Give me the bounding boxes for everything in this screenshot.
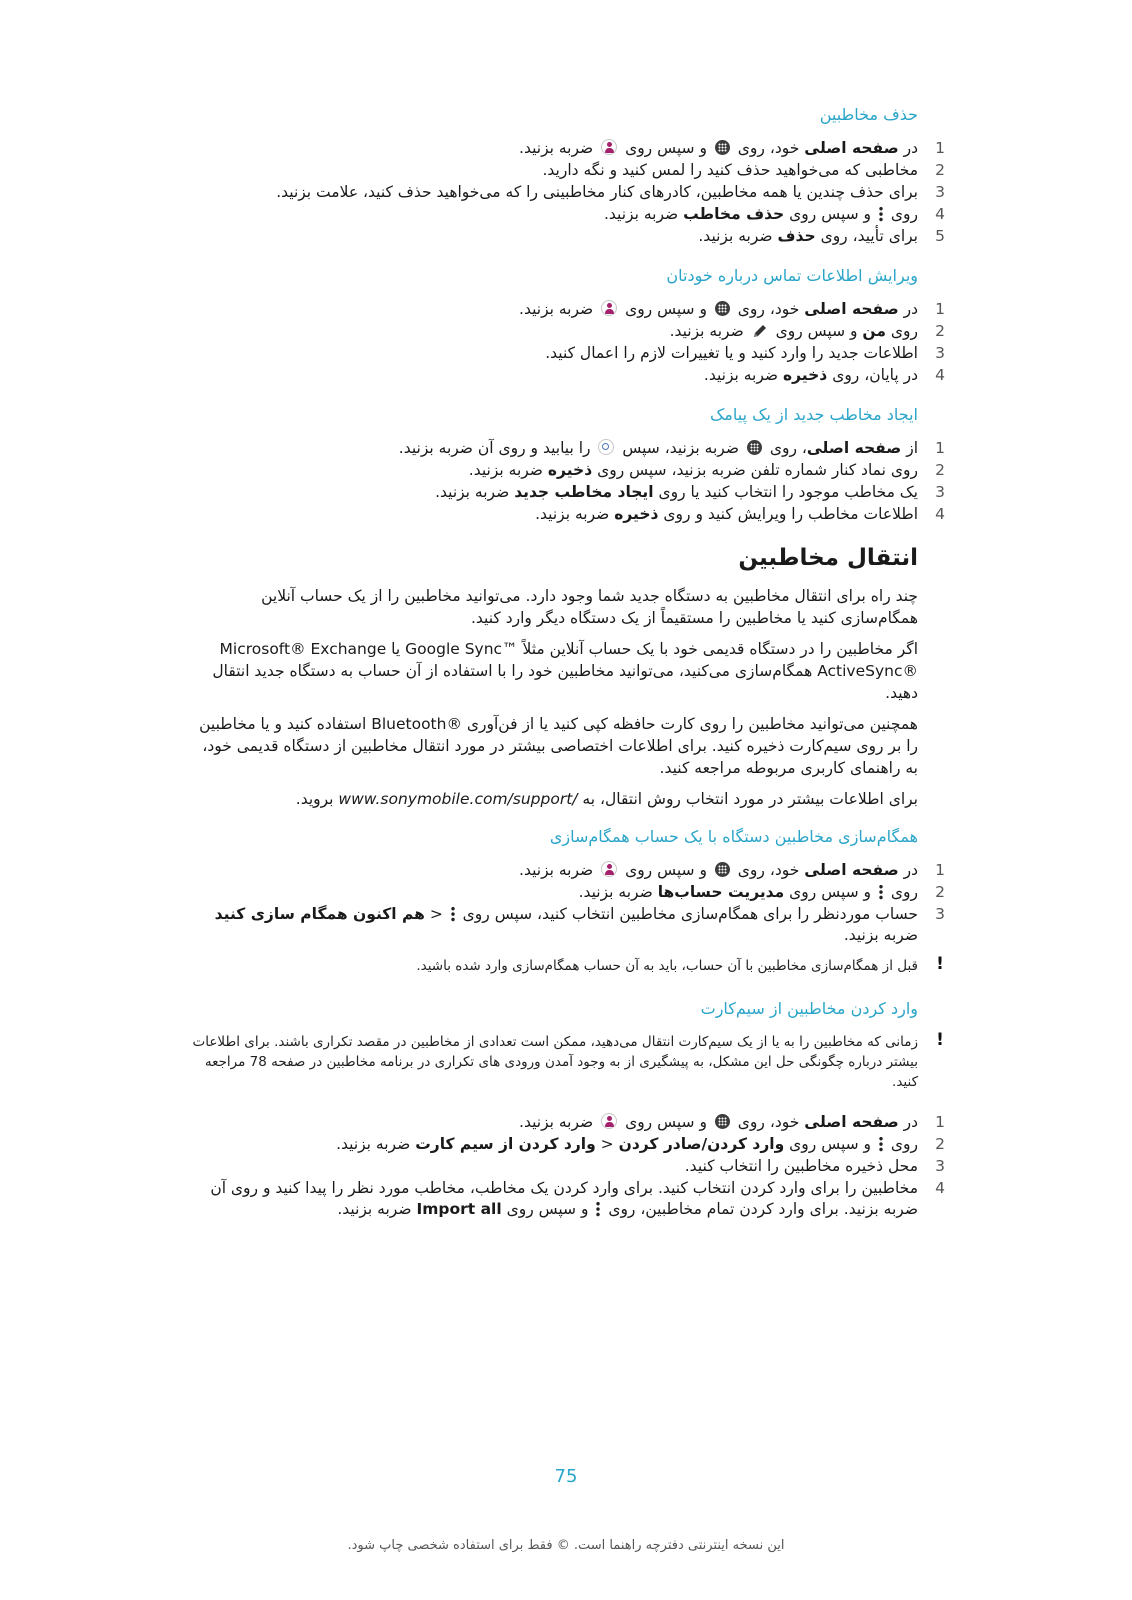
contacts-icon [601,1113,617,1129]
apps-icon [715,301,730,316]
note-text: قبل از همگام‌سازی مخاطبین با آن حساب، باید به آن حساب همگام‌سازی وارد شده باشید. [416,958,918,974]
note [190,954,944,976]
more-menu-icon [596,1201,600,1217]
more-menu-icon [879,1136,883,1152]
step-text: ضربه بزنید. [468,461,548,479]
paragraph-text: اگر مخاطبین را در دستگاه قدیمی خود با یک حساب آنلاین مثلاً [517,640,918,658]
step-text: ضربه بزنید. [519,300,599,318]
paragraph-text: برای اطلاعات بیشتر در مورد انتخاب روش انتقال، به [577,790,918,808]
step-text: و سپس روی [620,300,712,318]
step-bold-text: صفحه اصلی [806,439,902,457]
step-text: روی [885,322,918,340]
step [190,182,945,203]
steps-edit-own-info [190,299,945,386]
step-text: و سپس روی [784,205,876,223]
note-text: زمانی که مخاطبین را به یا از یک سیم‌کارت انتقال می‌دهید، ممکن است تعدادی از مخاطبین در مقصد تکراری باشند. برای اطلاعات بیشتر درباره چگونگی حل این مشکل، به پیشگیری از به وجود آمدن ورودی های تکراری در برنامه مخاطبین در صفحه 78 مراجعه کنید. [192,1034,918,1090]
step-text: ضربه بزنید. [669,322,749,340]
step-bold-text: صفحه اصلی [804,1113,899,1131]
step-bold-text: حذف مخاطب [683,205,785,223]
step-text: حساب موردنظر را برای همگام‌سازی مخاطبین انتخاب کنید، سپس روی [457,905,918,923]
note [190,1030,944,1092]
step [190,1134,945,1155]
step-bold-text: من [862,322,886,340]
step-text: را بیابید و روی آن ضربه بزنید. [398,439,596,457]
step-number: 4 [935,505,945,523]
subheading-edit-own-info: ویرایش اطلاعات تماس درباره خودتان [666,266,918,285]
step-bold-text: صفحه اصلی [804,300,899,318]
step-text: روی [885,205,918,223]
step-text: ، روی [764,439,807,457]
step-number: 2 [935,1135,945,1153]
step-number: 4 [935,205,945,223]
paragraph-text: Google Sync™ [405,640,518,658]
step-bold-text: وارد کردن از سیم کارت [415,1135,596,1153]
step [190,365,945,386]
step-number: 1 [935,139,945,157]
subheading-import-from-sim: وارد کردن مخاطبین از سیم‌کارت [700,999,918,1018]
step-text: < [424,905,448,923]
heading-transfer-contacts: انتقال مخاطبین [738,545,918,571]
step-number: 1 [935,1113,945,1131]
step-text: خود، روی [732,139,805,157]
step-bold-text: Import all [416,1200,502,1218]
paragraph-text: همگام‌سازی می‌کنید، می‌توانید مخاطبین خود را با استفاده از آن حساب به دستگاه جدید انتقال دهید. [212,662,918,702]
contacts-icon [601,861,617,877]
step-number: 1 [935,439,945,457]
step [190,138,945,159]
step [190,299,945,320]
step-text: و سپس روی [620,1113,712,1131]
exclamation-icon: ! [936,1030,944,1050]
step [190,226,945,247]
step-text: برای حذف چندین یا همه مخاطبین، کادرهای کنار مخاطبینی را که می‌خواهید حذف کنید، علامت بزنید. [276,183,918,201]
step-number: 3 [935,344,945,362]
paragraph-text: یا [386,640,406,658]
contacts-icon [601,139,617,155]
step-number: 2 [935,322,945,340]
step-number: 3 [935,183,945,201]
step-number: 2 [935,883,945,901]
page-number: 75 [554,1466,578,1487]
step-text: یک مخاطب موجود را انتخاب کنید یا روی [653,483,918,501]
footer-notice: این نسخه اینترنتی دفترچه راهنما است. © فقط برای استفاده شخصی چاپ شود. [347,1538,785,1553]
paragraph: چند راه برای انتقال مخاطبین به دستگاه جدید شما وجود دارد. می‌توانید مخاطبین را از یک حساب آنلاین همگام‌سازی کنید یا مخاطبین را مستقیماً از یک دستگاه دیگر وارد کنید. [261,587,918,627]
messaging-app-icon [598,439,614,455]
steps-sync-contacts [190,860,945,946]
step [190,321,945,342]
step [190,460,945,481]
more-menu-icon [879,884,883,900]
step-number: 1 [935,300,945,318]
step-bold-text: مدیریت حساب‌ها [657,883,785,901]
step-bold-text: وارد کردن/صادر کردن [618,1135,785,1153]
step-text: ضربه بزنید. [519,861,599,879]
step-text: ضربه بزنید. [519,139,599,157]
step-bold-text: ایجاد مخاطب جدید [514,483,654,501]
step-text: در [898,1113,918,1131]
contacts-icon [601,300,617,316]
step-text: ضربه بزنید. [698,227,778,245]
step-text: خود، روی [732,1113,805,1131]
paragraph-text: Microsoft® Exchange ActiveSync® [219,640,918,680]
apps-icon [715,862,730,877]
page-content [190,104,945,1238]
step-number: 4 [935,366,945,384]
step-bold-text: صفحه اصلی [804,139,899,157]
step [190,860,945,881]
step-bold-text: هم اکنون همگام سازی کنید [214,905,425,923]
paragraph [190,788,918,810]
step [190,1178,945,1220]
step-text: ضربه بزنید. [336,1135,416,1153]
steps-delete-contacts [190,138,945,247]
step-text: ضربه بزنید، سپس [617,439,744,457]
exclamation-icon: ! [936,954,944,974]
step-text: مخاطبی که می‌خواهید حذف کنید را لمس کنید و نگه دارید. [542,161,918,179]
step-text: از [901,439,918,457]
step [190,1112,945,1133]
step-text: ضربه بزنید. [843,926,918,944]
subheading-new-contact-from-sms: ایجاد مخاطب جدید از یک پیامک [709,405,918,424]
step-text: در پایان، روی [827,366,918,384]
step-number: 3 [935,1157,945,1175]
step-text: ضربه بزنید. [337,1200,417,1218]
more-menu-icon [451,906,455,922]
paragraph [190,638,918,704]
step-text: ضربه بزنید. [603,205,684,223]
step-number: 2 [935,161,945,179]
step [190,504,945,525]
step-text: ضربه بزنید. [578,883,658,901]
apps-icon [715,1114,730,1129]
step [190,882,945,903]
step-text: ضربه بزنید. [435,483,515,501]
steps-import-from-sim [190,1112,945,1220]
step-bold-text: ذخیره [547,461,593,479]
step-text: و سپس روی [620,139,712,157]
more-menu-icon [879,206,883,222]
step-text: در [898,300,918,318]
paragraph-text: استفاده کنید و یا مخاطبین را بر روی سیم‌کارت ذخیره کنید. برای اطلاعات اختصاصی بیشتر در مورد انتقال مخاطبین از دستگاه قدیمی خود، به راهنمای کاربری مربوطه مراجعه کنید. [199,715,918,777]
step [190,343,945,364]
step-text: روی [885,1135,918,1153]
step-text: مخاطبین را برای وارد کردن انتخاب کنید. برای وارد کردن یک مخاطب، مخاطب مورد نظر را پیدا کنید و روی آن ضربه بزنید. برای وارد کردن تمام مخاطبین، روی [210,1179,918,1218]
step [190,1156,945,1177]
step [190,438,945,459]
step [190,904,945,946]
step-bold-text: ذخیره [783,366,828,384]
step [190,482,945,503]
subheading-delete-contacts: حذف مخاطبین [819,105,918,124]
edit-pencil-icon [752,323,768,339]
apps-icon [747,440,762,455]
step-text: و سپس روی [784,883,876,901]
steps-new-contact-from-sms [190,438,945,525]
step-text: و سپس روی [501,1200,594,1218]
step-text: و سپس روی [770,322,863,340]
subheading-sync-contacts: همگام‌سازی مخاطبین دستگاه با یک حساب همگام‌سازی [549,827,918,846]
step-text: خود، روی [732,861,805,879]
step-text: < [595,1135,619,1153]
step-text: در [898,139,918,157]
step-text: ضربه بزنید. [703,366,784,384]
paragraph-text: همچنین می‌توانید مخاطبین را روی کارت حافظه کپی کنید یا از فن‌آوری [461,715,918,733]
paragraph [190,713,918,779]
step-number: 4 [935,1179,945,1197]
step-text: روی نماد کنار شماره تلفن ضربه بزنید، سپس روی [592,461,918,479]
step-text: و سپس روی [620,861,712,879]
step-number: 5 [935,227,945,245]
step [190,204,945,225]
step-text: خود، روی [732,300,805,318]
step-text: اطلاعات جدید را وارد کنید و یا تغییرات لازم را اعمال کنید. [545,344,918,362]
step [190,160,945,181]
step-bold-text: صفحه اصلی [804,861,899,879]
apps-icon [715,140,730,155]
step-text: و سپس روی [784,1135,876,1153]
step-bold-text: حذف [777,227,816,245]
support-link[interactable]: www.sonymobile.com/support/ [338,790,578,808]
paragraph-text: Bluetooth® [371,715,462,733]
step-number: 3 [935,483,945,501]
paragraph-text: بروید. [295,790,339,808]
step-number: 1 [935,861,945,879]
step-number: 2 [935,461,945,479]
step-text: محل ذخیره مخاطبین را انتخاب کنید. [684,1157,918,1175]
step-text: ضربه بزنید. [535,505,615,523]
step-text: روی [885,883,918,901]
step-bold-text: ذخیره [614,505,659,523]
step-text: برای تأیید، روی [815,227,918,245]
step-text: ضربه بزنید. [519,1113,599,1131]
step-text: اطلاعات مخاطب را ویرایش کنید و روی [658,505,918,523]
step-text: در [898,861,918,879]
step-number: 3 [935,905,945,923]
